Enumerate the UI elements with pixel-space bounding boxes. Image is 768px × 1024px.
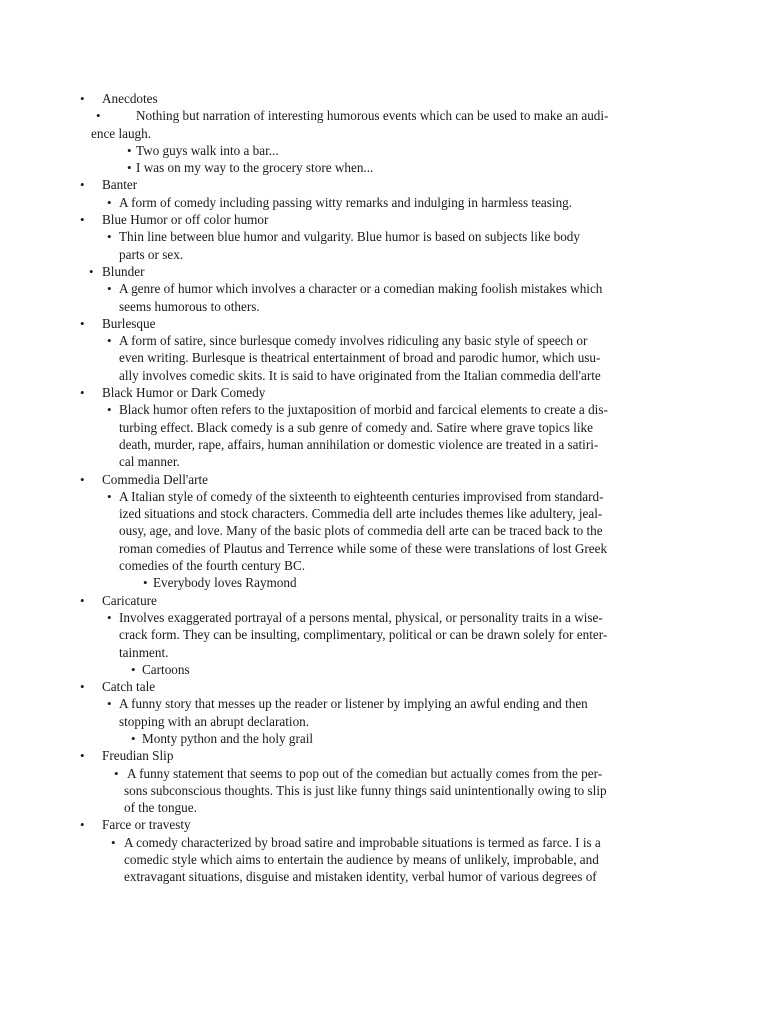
description-text: seems humorous to others. [119,298,260,314]
bullet: • [80,748,85,764]
text-line [0,298,768,315]
bullet: • [80,177,85,193]
term-commedia: Commedia Dell'arte [102,471,209,487]
description-text: stopping with an abrupt declaration. [119,713,310,729]
bullet: • [89,263,94,279]
bullet: • [80,817,85,833]
text-line [0,868,768,885]
bullet: • [127,160,132,176]
text-line [0,540,768,557]
list-item [0,280,768,297]
bullet: • [107,194,112,210]
term-black-humor: Black Humor or Dark Comedy [102,385,266,401]
description-text: A form of satire, since burlesque comedy involves ridiculing any basic style of speech or [119,333,588,349]
list-item [0,176,768,193]
description-text: turbing effect. Black comedy is a sub genre of comedy and. Satire where grave topics like [119,419,593,435]
bullet: • [80,471,85,487]
list-item [0,730,768,747]
list-item [0,90,768,107]
list-item [0,194,768,211]
term-farce: Farce or travesty [102,817,191,833]
list-item [0,592,768,609]
text-line [0,505,768,522]
text-line [0,349,768,366]
description-text: parts or sex. [119,246,184,262]
bullet: • [80,679,85,695]
text-line [0,851,768,868]
term-catch-tale: Catch tale [102,679,156,695]
text-line [0,799,768,816]
bullet: • [107,696,112,712]
bullet: • [111,834,116,850]
bullet: • [107,229,112,245]
description-text: A form of comedy including passing witty remarks and indulging in harmless teasing. [119,194,573,210]
description-text: sons subconscious thoughts. This is just like funny things said unintentionally owing to slip [124,782,607,798]
example-text: Monty python and the holy grail [142,730,314,746]
bullet: • [96,108,101,124]
bullet: • [107,609,112,625]
list-item [0,263,768,280]
text-line [0,125,768,142]
list-item [0,332,768,349]
bullet: • [127,142,132,158]
bullet: • [80,212,85,228]
list-item [0,384,768,401]
description-text: even writing. Burlesque is theatrical entertainment of broad and parodic humor, which usu- [119,350,601,366]
bullet: • [114,765,119,781]
bullet: • [107,488,112,504]
term-blue-humor: Blue Humor or off color humor [102,212,269,228]
list-item [0,228,768,245]
description-text: ized situations and stock characters. Commedia dell arte includes themes like adultery, jeal- [119,506,603,522]
list-item [0,574,768,591]
term-anecdotes: Anecdotes [102,91,158,106]
description-text: ally involves comedic skits. It is said to have originated from the Italian commedia dell'arte [119,367,601,383]
description-text: A funny story that messes up the reader or listener by implying an awful ending and then [119,696,588,712]
description-text: tainment. [119,644,169,660]
description-text: Thin line between blue humor and vulgarity. Blue humor is based on subjects like body [119,229,580,245]
text-line [0,367,768,384]
description-text: of the tongue. [124,800,197,816]
list-item [0,471,768,488]
description-text: comedic style which aims to entertain the audience by means of unlikely, improbable, and [124,852,599,868]
list-item [0,142,768,159]
term-freudian-slip: Freudian Slip [102,748,174,764]
bullet: • [107,333,112,349]
description-text: roman comedies of Plautus and Terrence while some of these were translations of lost Greek [119,540,608,556]
list-item [0,695,768,712]
term-burlesque: Burlesque [102,315,156,331]
description-text: death, murder, rape, affairs, human annihilation or domestic violence are treated in a satiri- [119,436,599,452]
text-line [0,713,768,730]
text-line [0,436,768,453]
bullet: • [80,385,85,401]
list-item [0,315,768,332]
text-line [0,453,768,470]
bullet: • [80,592,85,608]
list-item [0,661,768,678]
description-text: A genre of humor which involves a character or a comedian making foolish mistakes which [119,281,603,297]
bullet: • [107,402,112,418]
description-text: A Italian style of comedy of the sixteenth to eighteenth centuries improvised from standard- [119,488,604,504]
list-item [0,159,768,176]
bullet: • [143,575,148,591]
description-text: extravagant situations, disguise and mistaken identity, verbal humor of various degrees of [124,869,597,885]
description-text: Involves exaggerated portrayal of a persons mental, physical, or personality traits in a wise- [119,609,603,625]
description-text: Nothing but narration of interesting humorous events which can be used to make an audi- [136,108,609,124]
description-text: cal manner. [119,454,180,470]
description-text: ousy, age, and love. Many of the basic plots of commedia dell arte can be traced back to the [119,523,603,539]
text-line [0,557,768,574]
list-item [0,816,768,833]
bullet: • [80,315,85,331]
list-item [0,107,768,124]
list-item [0,834,768,851]
text-line [0,644,768,661]
text-line [0,522,768,539]
bullet: • [107,281,112,297]
example-text: I was on my way to the grocery store when... [136,160,374,176]
bullet: • [131,730,136,746]
list-item [0,211,768,228]
list-item [0,678,768,695]
text-line [0,419,768,436]
description-text: ence laugh. [91,125,152,141]
description-text: Black humor often refers to the juxtaposition of morbid and farcical elements to create a dis- [119,402,608,418]
description-text: comedies of the fourth century BC. [119,558,306,574]
text-line [0,626,768,643]
description-text: A funny statement that seems to pop out of the comedian but actually comes from the per- [127,765,603,781]
term-caricature: Caricature [102,592,157,608]
document-page [0,90,768,886]
term-banter: Banter [102,177,138,193]
example-text: Two guys walk into a bar... [136,142,279,158]
example-text: Everybody loves Raymond [153,575,297,591]
bullet: • [131,661,136,677]
list-item [0,765,768,782]
term-blunder: Blunder [102,263,145,279]
bullet: • [80,91,85,106]
list-item [0,609,768,626]
text-line [0,246,768,263]
text-line [0,782,768,799]
example-text: Cartoons [142,661,190,677]
description-text: A comedy characterized by broad satire and improbable situations is termed as farce. I is a [124,834,601,850]
list-item [0,401,768,418]
description-text: crack form. They can be insulting, complimentary, political or can be drawn solely for enter- [119,627,608,643]
list-item [0,747,768,764]
list-item [0,488,768,505]
